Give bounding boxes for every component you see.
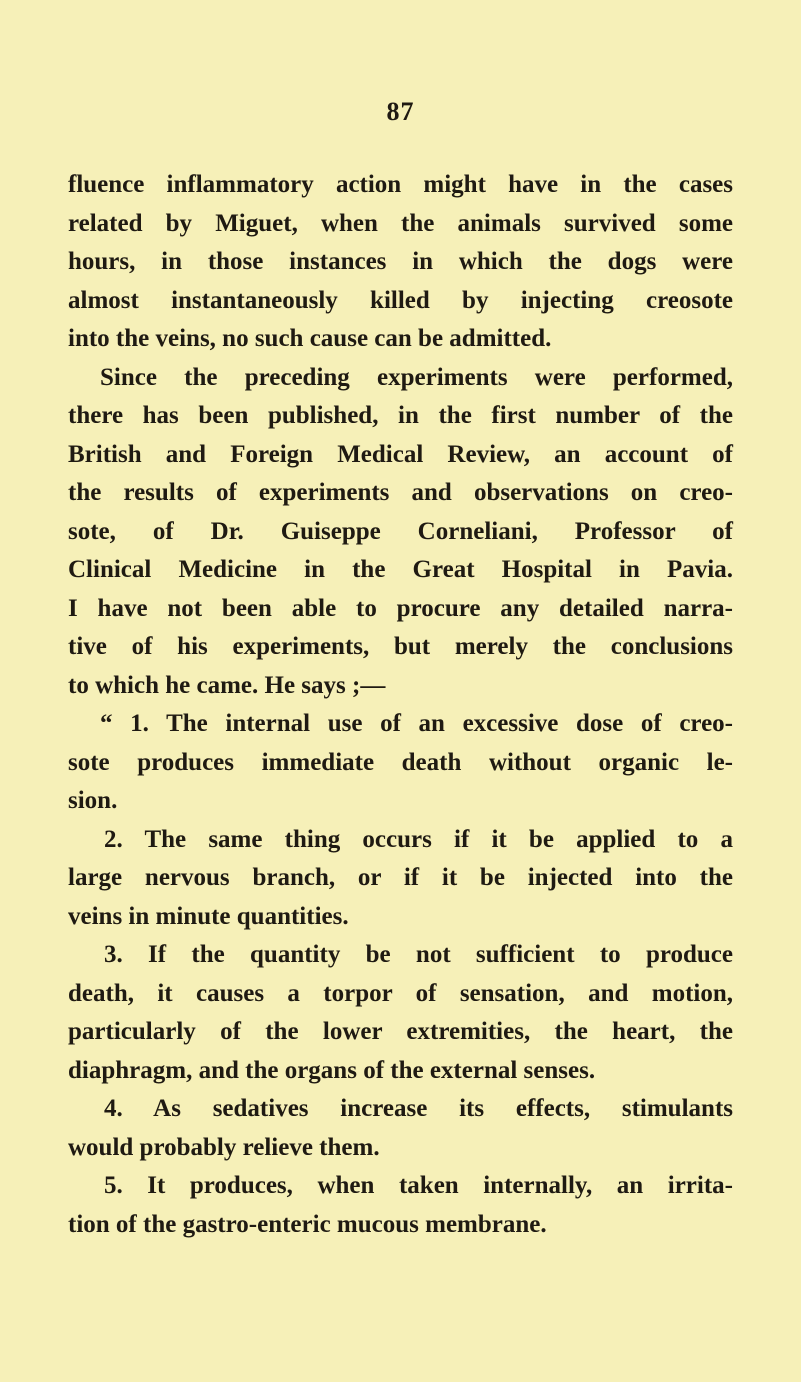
text-line: almost instantaneously killed by injecting creosote xyxy=(68,286,733,314)
text-line: tive of his experiments, but merely the conclusions xyxy=(68,633,733,660)
text-line: would probably relieve them. xyxy=(68,1133,380,1161)
text-line: I have not been able to procure any detailed narra- xyxy=(68,594,733,622)
text-line: there has been published, in the first number of the xyxy=(68,402,733,429)
numbered-item-line: 2. The same thing occurs if it be applied to a xyxy=(104,825,733,853)
body-text xyxy=(68,166,733,1244)
text-line: to which he came. He says ;— xyxy=(68,671,386,699)
text-line: veins in minute quantities. xyxy=(68,902,349,930)
text-line: hours, in those instances in which the dogs were xyxy=(68,248,733,275)
text-line: related by Miguet, when the animals survived some xyxy=(68,209,733,237)
page-number: 87 xyxy=(386,97,415,126)
quote-start-line: “ 1. The internal use of an excessive dose of creo- xyxy=(100,710,733,737)
text-line: British and Foreign Medical Review, an account of xyxy=(68,440,733,468)
text-line: tion of the gastro-enteric mucous membrane. xyxy=(68,1210,547,1238)
text-line: into the veins, no such cause can be admitted. xyxy=(68,325,552,352)
text-line: fluence inflammatory action might have in the cases xyxy=(68,171,733,198)
text-line: diaphragm, and the organs of the external senses. xyxy=(68,1056,596,1084)
numbered-item-line: 3. If the quantity be not sufficient to produce xyxy=(104,941,733,968)
text-line: large nervous branch, or if it be injected into the xyxy=(68,864,733,891)
text-line: particularly of the lower extremities, the heart, the xyxy=(68,1018,733,1045)
numbered-item-line: 4. As sedatives increase its effects, stimulants xyxy=(104,1095,733,1122)
numbered-item-line: 5. It produces, when taken internally, an irrita- xyxy=(104,1172,733,1199)
text-line: sion. xyxy=(68,787,118,814)
paragraph-start-line: Since the preceding experiments were performed, xyxy=(100,363,733,391)
text-line: sote, of Dr. Guiseppe Corneliani, Professor of xyxy=(68,517,733,545)
text-line: the results of experiments and observations on creo- xyxy=(68,479,733,506)
text-line: Clinical Medicine in the Great Hospital in Pavia. xyxy=(68,556,733,583)
text-line: death, it causes a torpor of sensation, and motion, xyxy=(68,979,733,1007)
text-line: sote produces immediate death without organic le- xyxy=(68,748,733,776)
